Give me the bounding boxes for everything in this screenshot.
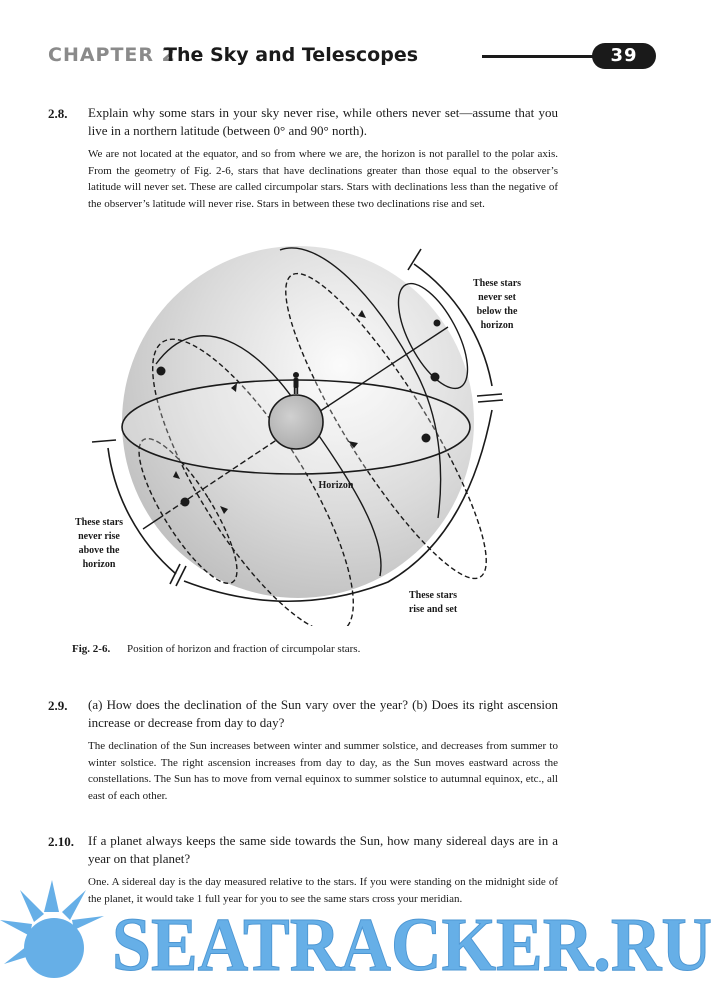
label-rise-set-1: These stars [408,590,458,601]
celestial-sphere-diagram [48,236,560,626]
page-number: 39 [592,43,656,69]
figure-caption [72,643,360,655]
label-never-set-4: horizon [480,320,514,331]
problem-answer: One. A sidereal day is the day measured relative to the stars. If you were standing on the midnight side of the planet, it would take 1 full year for you to see the same stars cross your meridian. [88,876,558,905]
bracket-break-tick [170,564,186,586]
header-rule [482,55,598,58]
problem-number: 2.8. [48,106,68,121]
watermark-text: SEATRACKER.RU [112,903,712,984]
label-never-rise-4: horizon [82,559,116,570]
label-horizon: Horizon [318,480,354,491]
chapter-title: The Sky and Telescopes [164,44,419,66]
problem-question: If a planet always keeps the same side towards the Sun, how many sidereal days are in a year on that planet? [88,833,558,866]
label-never-rise-1: These stars [74,517,124,528]
bracket-break-tick [477,394,503,402]
problem-answer: We are not located at the equator, and so from where we are, the horizon is not parallel to the polar axis. From the geometry of Fig. 2-6, stars that have declinations greater than those equal to the observer’s latitude will never set. These are called circumpolar stars. Stars with declinations less than the negative of the observer’s latitude will never rise. Stars in between these two declinations rise and set. [88,148,558,210]
watermark-graphic [0,876,720,984]
watermark [0,876,720,984]
figure-caption-text: Position of horizon and fraction of circumpolar stars. [126,643,361,655]
chapter-label: CHAPTER 2 [48,44,176,66]
figure-number: Fig. 2-6. [72,643,111,655]
label-never-set-3: below the [476,306,518,317]
figure-2-6 [48,236,560,626]
problem-number: 2.9. [48,698,68,713]
problem-number: 2.10. [48,834,74,849]
label-never-set-2: never set [478,292,516,303]
bracket-end-tick [92,440,116,442]
earth [269,395,323,449]
label-never-set-1: These stars [472,278,522,289]
label-never-rise-2: never rise [78,531,120,542]
problem-question: (a) How does the declination of the Sun vary over the year? (b) Does its right ascension increase or decrease from day to day? [88,697,558,730]
sun-burst-icon [0,880,104,978]
running-header [48,42,660,72]
label-rise-set-2: rise and set [408,604,458,615]
problem-question: Explain why some stars in your sky never rise, while others never set—assume that you live in a northern latitude (between 0° and 90° north). [88,105,558,138]
label-never-rise-3: above the [78,545,120,556]
problem-answer: The declination of the Sun increases between winter and summer solstice, and decreases from summer to winter solstice. The right ascension increases from day to day, as the Sun moves eastward across the constellations. The Sun has to move from vernal equinox to summer solstice to autumnal equinox, etc., all east of each other. [88,740,558,802]
